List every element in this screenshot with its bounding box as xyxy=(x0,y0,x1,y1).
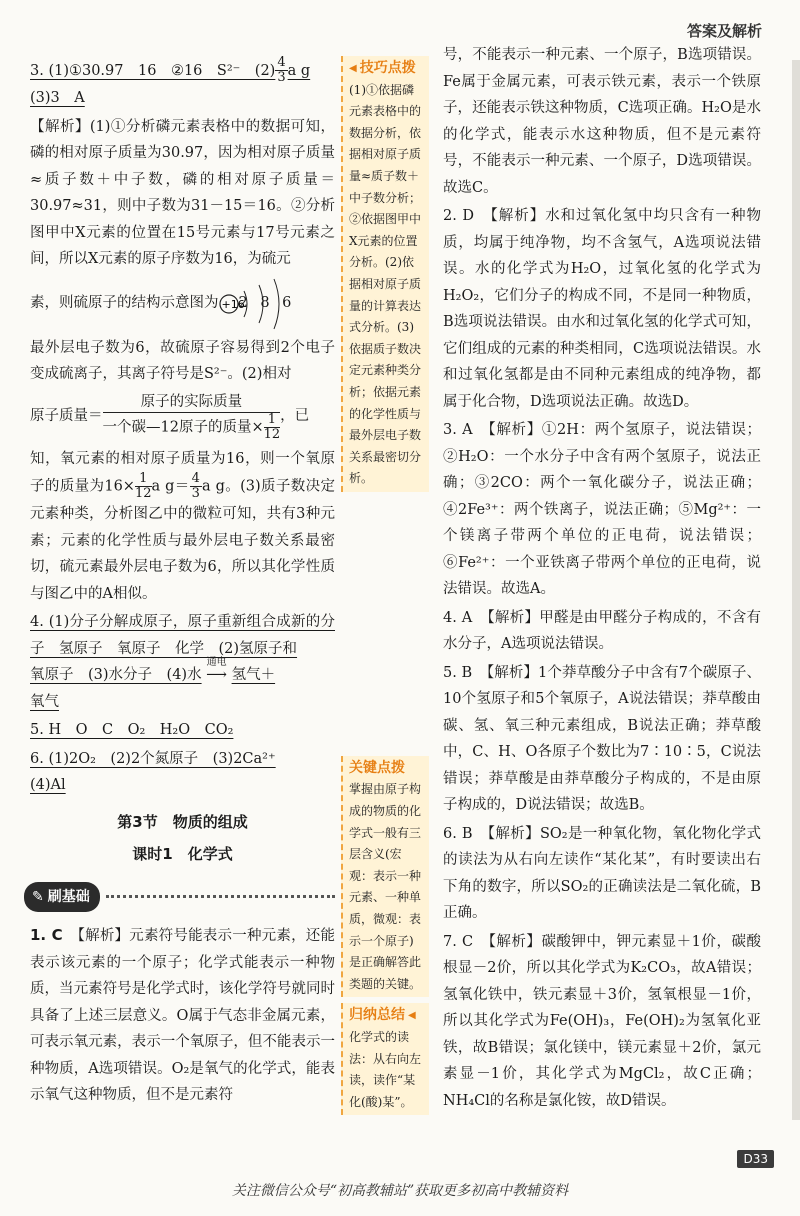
left-column xyxy=(30,56,335,1111)
answer-4 xyxy=(30,609,335,715)
frac-top: 1 xyxy=(135,472,152,487)
arrow-label: 通电 xyxy=(206,657,227,668)
answer-6-line2: (4)Al xyxy=(30,777,66,793)
triangle-icon: ◀ xyxy=(349,63,357,74)
answer-basic-1-continued: 号，不能表示一种元素、一个原子，B选项错误。Fe属于金属元素，可表示铁元素，表示一个铁原子，还能表示铁这种物质，C选项正确。H₂O是水的化学式，能表示水这种物质，但不是元素符号，不能表示一种元素、一个原子，D选项错误。故选C。 xyxy=(443,47,761,196)
tip-key-title xyxy=(349,758,423,780)
frac-bottom: 12 xyxy=(134,486,152,501)
answer-basic-3: 3. A 【解析】①2H：两个氢原子，说法错误；②H₂O：一个水分子中含有两个氢原子，说法正确；③2CO：两个一氧化碳分子，说法正确；④2Fe³⁺：两个铁离子，说法正确；⑤Mg²⁺：一个镁离子带两个单位的正电荷，说法错误；⑥Fe²⁺：一个亚铁离子带两个单位的正电荷，说法错误。故选A。 xyxy=(443,422,761,597)
answer-4-line2-tail: 氢气＋ xyxy=(231,667,276,683)
answer-basic-5: 5. B 【解析】1个莽草酸分子中含有7个碳原子、10个氢原子和5个氧原子，A说法错误；莽草酸由碳、氢、氧三种元素组成，B说法正确；莽草酸中，C、H、O各原子个数比为7∶10∶5，C说法错误；莽草酸是由莽草酸分子构成的，不是由原子构成的，D说法错误；故选B。 xyxy=(443,664,761,813)
answer-basic-2: 2. D 【解析】水和过氧化氢中均只含有一种物质，均属于纯净物，均不含氢气，A选项说法错误。水的化学式为H₂O，过氧化氢的化学式为H₂O₂，它们分子的构成不同，不是同一种物质，B选项说法错误。由水和过氧化氢的化学式可知，它们组成的元素的种类相同，C选项说法错误。水和过氧化氢都是由不同种元素组成的纯净物，都属于化合物，D选项说法正确。故选D。 xyxy=(443,208,761,410)
explanation-3-p1: 【解析】(1)①分析磷元素表格中的数据可知，磷的相对原子质量为30.97，因为相对原子质量≈质子数＋中子数，磷的相对原子质量＝30.97≈31，则中子数为31－15＝16。②分析图甲中X元素的位置在15号元素与17号元素之间，所以X元素的原子序数为16，为硫元 xyxy=(30,118,335,267)
tip-technique-title xyxy=(349,58,423,80)
tip-summary-label: 归纳总结 xyxy=(349,1007,405,1024)
answer-4-line2 xyxy=(30,657,276,683)
frac-top: 4 xyxy=(191,471,200,486)
answer-basic-6: 6. B 【解析】SO₂是一种氧化物，氧化物化学式的读法为从右向左读作“某化某”，有时要读出右下角的数字，所以SO₂的正确读法是二氧化硫，B正确。 xyxy=(443,825,761,921)
explanation-3-p4-mid: a g＝ xyxy=(151,478,190,495)
right-column xyxy=(443,42,761,1116)
answer-6-line1: 6. (1)2O₂ (2)2个氮原子 (3)2Ca²⁺ xyxy=(30,750,276,767)
explanation-3-p4: 知，氧元素的相对原子质量为16，则一个氧原子的质量为16× xyxy=(30,450,335,495)
formula-tail: ，已 xyxy=(280,408,310,425)
page-number: D33 xyxy=(737,1150,774,1168)
formula-numerator: 原子的实际质量 xyxy=(103,392,281,413)
answer-basic-1-num: 1. C xyxy=(30,926,63,944)
atom-shell-electrons: 2 8 6 xyxy=(238,295,296,312)
answer-5-text: 5. H O C O₂ H₂O CO₂ xyxy=(30,722,234,738)
frac-top: 4 xyxy=(277,55,286,70)
badge-label: 刷基础 xyxy=(47,888,90,905)
fraction-4-3 xyxy=(275,56,287,85)
tip-key-label: 关键点拨 xyxy=(349,759,405,776)
tip-summary-title xyxy=(349,1005,423,1027)
frac-top: 1 xyxy=(264,413,281,428)
explanation-3-p3: 最外层电子数为6，故硫原子容易得到2个电子变成硫离子，其离子符号是S²⁻。(2)相对 xyxy=(30,339,335,382)
tips-column xyxy=(341,56,429,1115)
basic-practice-banner xyxy=(24,882,335,913)
section-title: 第3节 物质的组成 xyxy=(117,812,248,831)
formula-denominator-text: 一个碳—12原子的质量× xyxy=(102,419,264,435)
formula-lhs: 原子质量＝ xyxy=(30,408,103,425)
answer-basic-7: 7. C 【解析】碳酸钾中，钾元素显＋1价，碳酸根显－2价，所以其化学式为K₂CO₃，故A错误；氢氧化铁中，铁元素显＋3价，氢氧根显－1价，所以其化学式为Fe(OH)₃，Fe(OH)₂为氢氧化亚铁，故B错误；氯化镁中，镁元素显＋2价，氯元素显－1价，其化学式为MgCl₂，故C正确；NH₄Cl的名称是氯化铵，故D错误。 xyxy=(443,933,761,1109)
brush-icon: ✎ xyxy=(32,888,44,905)
frac-bottom: 3 xyxy=(277,70,286,85)
explanation-3-p2: 素，则硫原子的结构示意图为 xyxy=(30,295,219,312)
tip-box-technique xyxy=(341,56,429,492)
page-header: 答案及解析 xyxy=(686,22,762,40)
fraction-4-3b xyxy=(190,472,202,501)
answer-4-line2-text: 氧原子 (3)水分子 (4)水 xyxy=(30,667,202,683)
answer-basic-1 xyxy=(30,922,335,1109)
electrolysis-arrow: 通电 ⟶ xyxy=(202,662,232,689)
relative-mass-formula xyxy=(30,392,335,442)
answer-5 xyxy=(30,717,335,744)
frac-bottom: 12 xyxy=(263,426,281,442)
spacer xyxy=(341,492,429,756)
explanation-3-p4-tail: a g。(3)质子数决定元素种类，分析图乙中的微粒可知，共有3种元素；元素的化学性质与最外层电子数关系最密切，硫元素最外层电子数为6，所以其化学性质与图乙中的A相似。 xyxy=(30,478,335,602)
formula-fraction xyxy=(103,392,281,442)
answer-6 xyxy=(30,746,335,799)
footer-watermark: 关注微信公众号“初高教辅站”获取更多初高中教辅资料 xyxy=(231,1183,569,1199)
answer-3 xyxy=(30,56,335,112)
explanation-3 xyxy=(30,114,335,608)
basic-practice-badge xyxy=(24,882,100,913)
fraction-1-12b xyxy=(135,472,152,501)
fraction-1-12 xyxy=(264,413,281,442)
tip-key-text: 掌握由原子构成的物质的化学式一般有三层含义(宏观：表示一种元素、一种单质，微观：表示一个原子)是正确解答此类题的关键。 xyxy=(349,782,422,991)
answer-basic-1-text: 【解析】元素符号能表示一种元素，还能表示该元素的一个原子；化学式能表示一种物质，当元素符号是化学式时，该化学符号就同时具备了上述三层意义。O属于气态非金属元素，可表示氧元素，表示一个氧原子，但不能表示一种物质，A选项错误。O₂是氧气的化学式，能表示氧气这种物质，但不是元素符 xyxy=(30,928,335,1103)
atom-nucleus-label: +16 xyxy=(221,297,245,311)
frac-bottom: 3 xyxy=(191,486,200,501)
tip-box-summary xyxy=(341,1003,429,1115)
tip-summary-text: 化学式的读法：从右向左读，读作“某化(酸)某”。 xyxy=(349,1030,422,1109)
answer-3-line2: (3)3 A xyxy=(30,90,85,106)
answer-3-text: 3. (1)①30.97 16 ②16 S²⁻ (2) xyxy=(30,62,276,79)
tip-technique-label: 技巧点拨 xyxy=(359,60,416,76)
answer-3-tail: a g xyxy=(287,62,311,79)
dotted-divider xyxy=(106,895,335,898)
answer-4-line1: 4. (1)分子分解成原子，原子重新组合成新的分子 氢原子 氧原子 化学 (2)氢原子和 xyxy=(30,614,335,657)
formula-denominator xyxy=(103,413,281,442)
answer-3-line1 xyxy=(30,55,311,85)
section-subtitle: 课时1 化学式 xyxy=(132,845,233,863)
tip-box-key xyxy=(341,756,429,998)
page-edge-tab xyxy=(792,60,800,1120)
answer-basic-4: 4. A 【解析】甲醛是由甲醛分子构成的，不含有水分子，A选项说法错误。 xyxy=(443,609,761,652)
tip-technique-text: (1)①依据磷元素表格中的数据分析，依据相对原子质量≈质子数＋中子数分析；②依据图甲中X元素的位置分析。(2)依据相对原子质量的计算表达式分析。(3)依据质子数决定元素种类分析；依据元素的化学性质与最外层电子数关系最密切分析。 xyxy=(349,82,422,486)
answer-4-line3: 氧气 xyxy=(30,693,59,710)
atom-structure-row xyxy=(30,273,335,335)
triangle-icon: ◀ xyxy=(408,1010,416,1022)
